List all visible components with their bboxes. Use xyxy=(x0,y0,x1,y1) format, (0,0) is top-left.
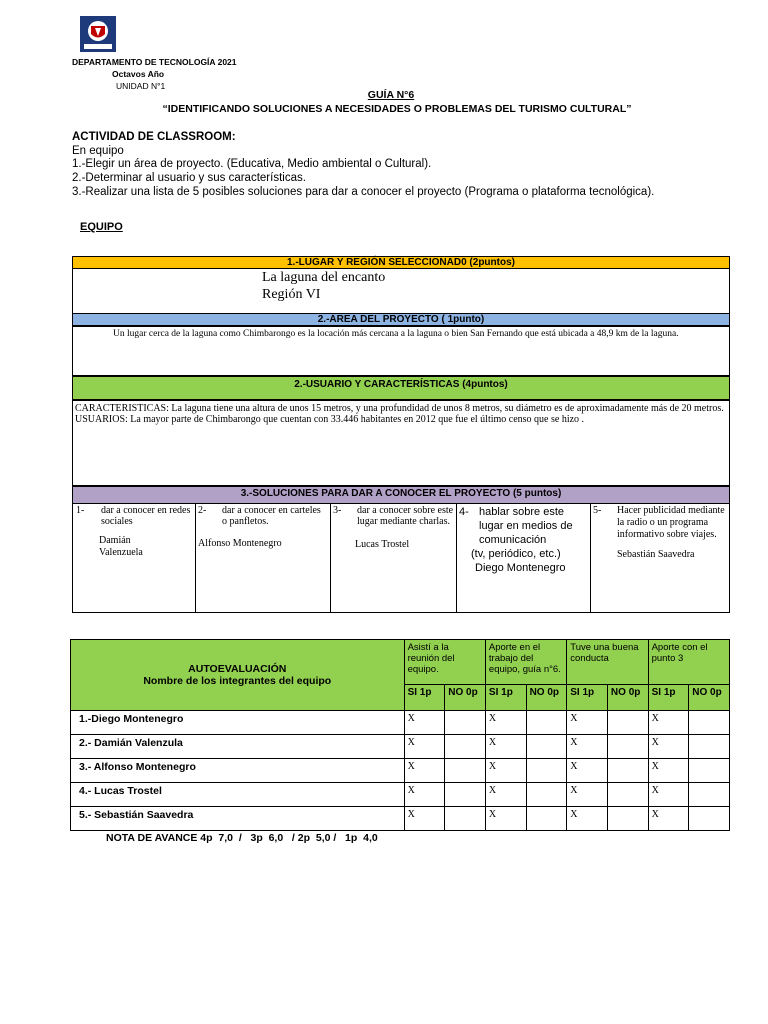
guide-title: “IDENTIFICANDO SOLUCIONES A NECESIDADES O PROBLEMAS DEL TURISMO CULTURAL” xyxy=(162,103,632,115)
no-header: NO 0p xyxy=(689,685,730,711)
self-evaluation-table xyxy=(70,639,730,831)
member-name: 1.-Diego Montenegro xyxy=(71,711,405,735)
activity-line: En equipo xyxy=(72,145,124,157)
empty-cell xyxy=(607,735,648,759)
empty-cell xyxy=(526,735,567,759)
yes-header: SI 1p xyxy=(648,685,689,711)
conduct-yes-mark: X xyxy=(567,759,608,783)
department-label: DEPARTAMENTO DE TECNOLOGÍA 2021 xyxy=(72,57,237,67)
no-header: NO 0p xyxy=(607,685,648,711)
solutions-table xyxy=(72,503,730,613)
empty-cell xyxy=(689,759,730,783)
no-header: NO 0p xyxy=(445,685,486,711)
solution-number: 5- xyxy=(593,505,602,516)
work-yes-mark: X xyxy=(485,759,526,783)
member-name: 2.- Damián Valenzula xyxy=(71,735,405,759)
grade-scale-note: NOTA DE AVANCE 4p 7,0 / 3p 6,0 / 2p 5,0 / 1p 4,0 xyxy=(106,832,378,844)
place-name: La laguna del encanto xyxy=(262,270,386,285)
evaluation-title-cell xyxy=(71,640,405,711)
empty-cell xyxy=(526,783,567,807)
users-text: USUARIOS: La mayor parte de Chimbarongo que cuentan con 33.446 habitantes en 2012 que fue el último censo que se hizo . xyxy=(75,414,585,425)
empty-cell xyxy=(445,735,486,759)
evaluation-title: AUTOEVALUACIÓN xyxy=(188,663,287,675)
activity-line: 2.-Determinar al usuario y sus características. xyxy=(72,172,306,184)
solution-cell xyxy=(196,504,331,613)
yes-header: SI 1p xyxy=(485,685,526,711)
empty-cell xyxy=(607,759,648,783)
activity-line: 3.-Realizar una lista de 5 posibles soluciones para dar a conocer el proyecto (Programa o plataforma tecnológica). xyxy=(72,186,655,198)
work-yes-mark: X xyxy=(485,807,526,831)
solution-text: dar a conocer en carteles o panfletos. xyxy=(222,505,321,527)
place-header: 1.-LUGAR Y REGIÓN SELECCIONAD0 (2puntos) xyxy=(72,256,730,269)
unit-label: UNIDAD N°1 xyxy=(116,81,166,91)
solution-text: dar a conocer en redes sociales xyxy=(101,505,191,527)
member-name: 5.- Sebastián Saavedra xyxy=(71,807,405,831)
empty-cell xyxy=(607,711,648,735)
criterion-header: Tuve una buena conducta xyxy=(567,640,648,685)
point3-yes-mark: X xyxy=(648,783,689,807)
conduct-yes-mark: X xyxy=(567,711,608,735)
point3-yes-mark: X xyxy=(648,759,689,783)
evaluation-subtitle: Nombre de los integrantes del equipo xyxy=(143,675,332,687)
activity-line: 1.-Elegir un área de proyecto. (Educativa, Medio ambiental o Cultural). xyxy=(72,158,432,170)
solution-author: Alfonso Montenegro xyxy=(198,538,282,549)
empty-cell xyxy=(526,711,567,735)
no-header: NO 0p xyxy=(526,685,567,711)
solution-text: Hacer publicidad mediante la radio o un programa informativo sobre viajes. xyxy=(617,505,725,540)
criterion-header: Aporte en el trabajo del equipo, guía n°6. xyxy=(485,640,566,685)
solution-number: 3- xyxy=(333,505,342,516)
solution-number: 2- xyxy=(198,505,207,516)
criterion-header: Aporte con el punto 3 xyxy=(648,640,729,685)
work-yes-mark: X xyxy=(485,735,526,759)
solution-number: 4- xyxy=(459,506,469,518)
conduct-yes-mark: X xyxy=(567,807,608,831)
users-header: 2.-USUARIO Y CARACTERÍSTICAS (4puntos) xyxy=(72,376,730,400)
empty-cell xyxy=(607,807,648,831)
conduct-yes-mark: X xyxy=(567,783,608,807)
solution-text: dar a conocer sobre este lugar mediante charlas. xyxy=(357,505,454,527)
area-text: Un lugar cerca de la laguna como Chimbarongo es la locación más cercana a la laguna o bien San Fernando que está ubicada a 48,9 km de la laguna. xyxy=(72,326,730,376)
users-box xyxy=(72,400,730,486)
characteristics-text: CARACTERISTICAS: La laguna tiene una altura de unos 15 metros, y una profundidad de unos 8 metros, su diámetro es de aproximadamente más de 20 metros. xyxy=(75,403,724,414)
conduct-yes-mark: X xyxy=(567,735,608,759)
solution-extra: (tv, periódico, etc.) xyxy=(471,548,561,560)
attendance-yes-mark: X xyxy=(404,783,445,807)
team-label: EQUIPO xyxy=(80,221,123,233)
solution-cell xyxy=(457,504,591,613)
school-crest-logo xyxy=(78,14,118,54)
solution-author: Diego Montenegro xyxy=(475,562,566,574)
empty-cell xyxy=(445,807,486,831)
point3-yes-mark: X xyxy=(648,807,689,831)
attendance-yes-mark: X xyxy=(404,735,445,759)
empty-cell xyxy=(445,783,486,807)
place-box xyxy=(72,268,730,314)
work-yes-mark: X xyxy=(485,711,526,735)
solution-author: Damián Valenzuela xyxy=(99,535,143,558)
empty-cell xyxy=(689,735,730,759)
solution-author: Sebastián Saavedra xyxy=(617,549,695,560)
empty-cell xyxy=(689,783,730,807)
solution-author: Lucas Trostel xyxy=(355,539,410,550)
member-name: 4.- Lucas Trostel xyxy=(71,783,405,807)
empty-cell xyxy=(689,711,730,735)
attendance-yes-mark: X xyxy=(404,807,445,831)
guide-number: GUÍA N°6 xyxy=(367,89,415,101)
solution-text: hablar sobre este lugar en medios de comunicación xyxy=(479,506,573,546)
empty-cell xyxy=(445,759,486,783)
grade-label: Octavos Año xyxy=(112,69,165,79)
activity-heading: ACTIVIDAD DE CLASSROOM: xyxy=(72,131,236,143)
criterion-header: Asistí a la reunión del equipo. xyxy=(404,640,485,685)
empty-cell xyxy=(526,759,567,783)
member-name: 3.- Alfonso Montenegro xyxy=(71,759,405,783)
empty-cell xyxy=(445,711,486,735)
solution-cell xyxy=(331,504,457,613)
empty-cell xyxy=(526,807,567,831)
yes-header: SI 1p xyxy=(567,685,608,711)
area-header: 2.-ÁREA DEL PROYECTO ( 1punto) xyxy=(72,313,730,326)
empty-cell xyxy=(689,807,730,831)
attendance-yes-mark: X xyxy=(404,759,445,783)
solution-cell xyxy=(591,504,730,613)
point3-yes-mark: X xyxy=(648,711,689,735)
solutions-header: 3.-SOLUCIONES PARA DAR A CONOCER EL PROYECTO (5 puntos) xyxy=(72,486,730,504)
attendance-yes-mark: X xyxy=(404,711,445,735)
solution-number: 1- xyxy=(76,505,85,516)
yes-header: SI 1p xyxy=(404,685,445,711)
place-region: Región VI xyxy=(262,287,321,302)
point3-yes-mark: X xyxy=(648,735,689,759)
empty-cell xyxy=(607,783,648,807)
work-yes-mark: X xyxy=(485,783,526,807)
solution-cell xyxy=(73,504,196,613)
